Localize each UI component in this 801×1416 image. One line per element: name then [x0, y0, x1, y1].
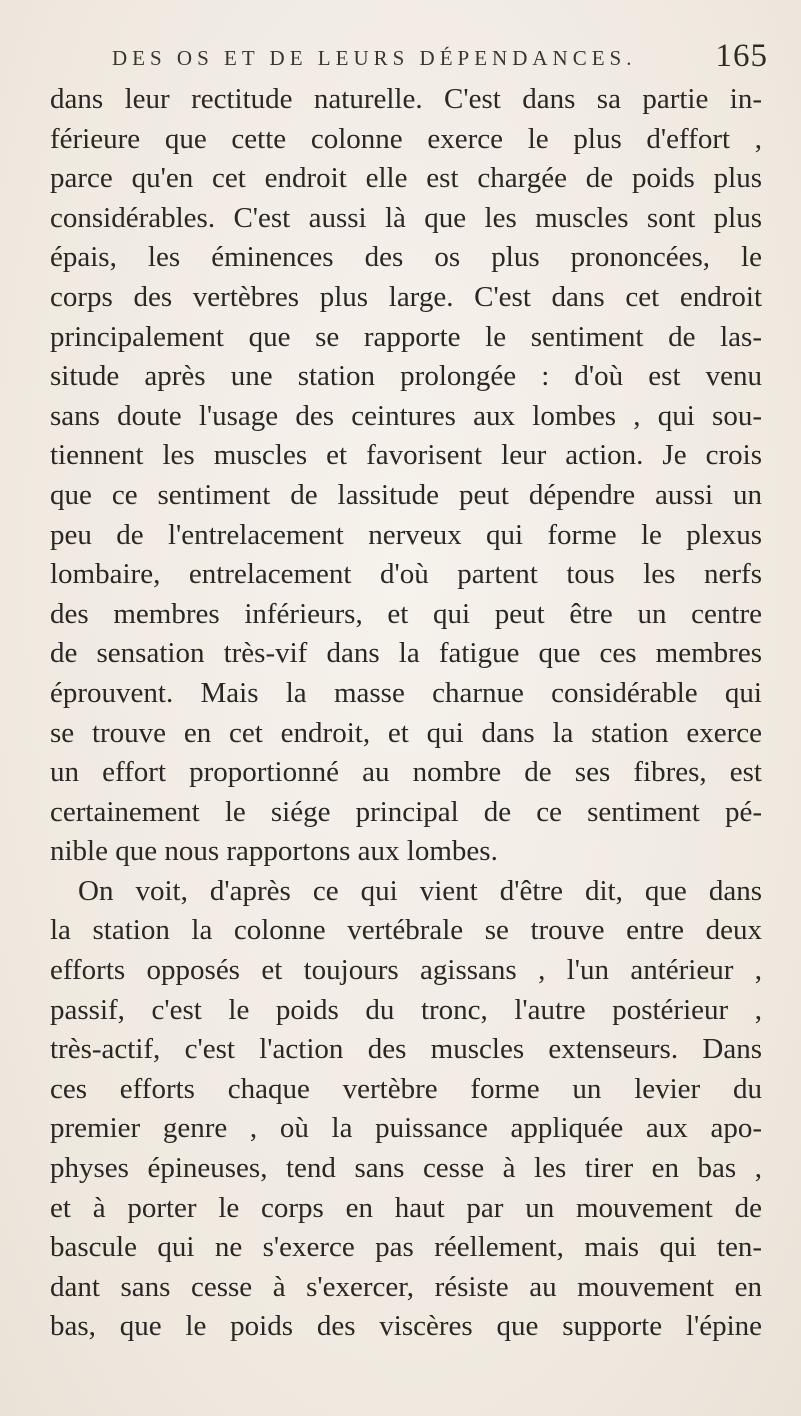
body-text: [50, 80, 762, 1347]
text-line: parce qu'en cet endroit elle est chargée de poids plus: [50, 162, 762, 195]
text-line: lombaire, entrelacement d'où partent tous les nerfs: [50, 558, 762, 591]
text-line: dant sans cesse à s'exercer, résiste au mouvement en: [50, 1270, 762, 1303]
text-line: considérables. C'est aussi là que les muscles sont plus: [50, 201, 762, 234]
text-line: un effort proportionné au nombre de ses fibres, est: [50, 756, 762, 789]
text-line: éprouvent. Mais la masse charnue considérable qui: [50, 676, 762, 709]
page-header: [112, 40, 772, 80]
text-line: On voit, d'après ce qui vient d'être dit, que dans: [78, 874, 762, 907]
text-line: ces efforts chaque vertèbre forme un levier du: [50, 1072, 762, 1105]
text-line: principalement que se rapporte le sentiment de las-: [50, 320, 762, 353]
running-title: DES OS ET DE LEURS DÉPENDANCES.: [112, 46, 637, 70]
text-line: peu de l'entrelacement nerveux qui forme le plexus: [50, 518, 762, 551]
text-line: la station la colonne vertébrale se trouve entre deux: [50, 914, 762, 947]
page-number: 165: [715, 38, 768, 74]
text-line: efforts opposés et toujours agissans , l'un antérieur ,: [50, 954, 762, 987]
text-line: férieure que cette colonne exerce le plus d'effort ,: [50, 122, 762, 155]
text-line: passif, c'est le poids du tronc, l'autre postérieur ,: [50, 993, 762, 1026]
text-line: nible que nous rapportons aux lombes.: [50, 835, 498, 868]
text-line: de sensation très-vif dans la fatigue que ces membres: [50, 637, 762, 670]
text-line: bas, que le poids des viscères que supporte l'épine: [50, 1310, 762, 1343]
text-line: premier genre , où la puissance appliquée aux apo-: [50, 1112, 762, 1145]
text-line: physes épineuses, tend sans cesse à les tirer en bas ,: [50, 1152, 762, 1185]
text-line: épais, les éminences des os plus prononcées, le: [50, 241, 762, 274]
text-line: des membres inférieurs, et qui peut être un centre: [50, 597, 762, 630]
text-line: dans leur rectitude naturelle. C'est dans sa partie in-: [50, 83, 762, 115]
text-line: bascule qui ne s'exerce pas réellement, mais qui ten-: [50, 1231, 762, 1264]
text-line: sans doute l'usage des ceintures aux lombes , qui sou-: [50, 399, 762, 432]
text-line: certainement le siége principal de ce sentiment pé-: [50, 795, 762, 828]
text-line: corps des vertèbres plus large. C'est dans cet endroit: [50, 280, 762, 313]
text-line: très-actif, c'est l'action des muscles extenseurs. Dans: [50, 1033, 762, 1066]
text-line: se trouve en cet endroit, et qui dans la station exerce: [50, 716, 762, 749]
text-line: tiennent les muscles et favorisent leur action. Je crois: [50, 439, 762, 472]
text-line: que ce sentiment de lassitude peut dépendre aussi un: [50, 478, 762, 511]
text-line: situde après une station prolongée : d'où est venu: [50, 360, 762, 393]
text-line: et à porter le corps en haut par un mouvement de: [50, 1191, 762, 1224]
